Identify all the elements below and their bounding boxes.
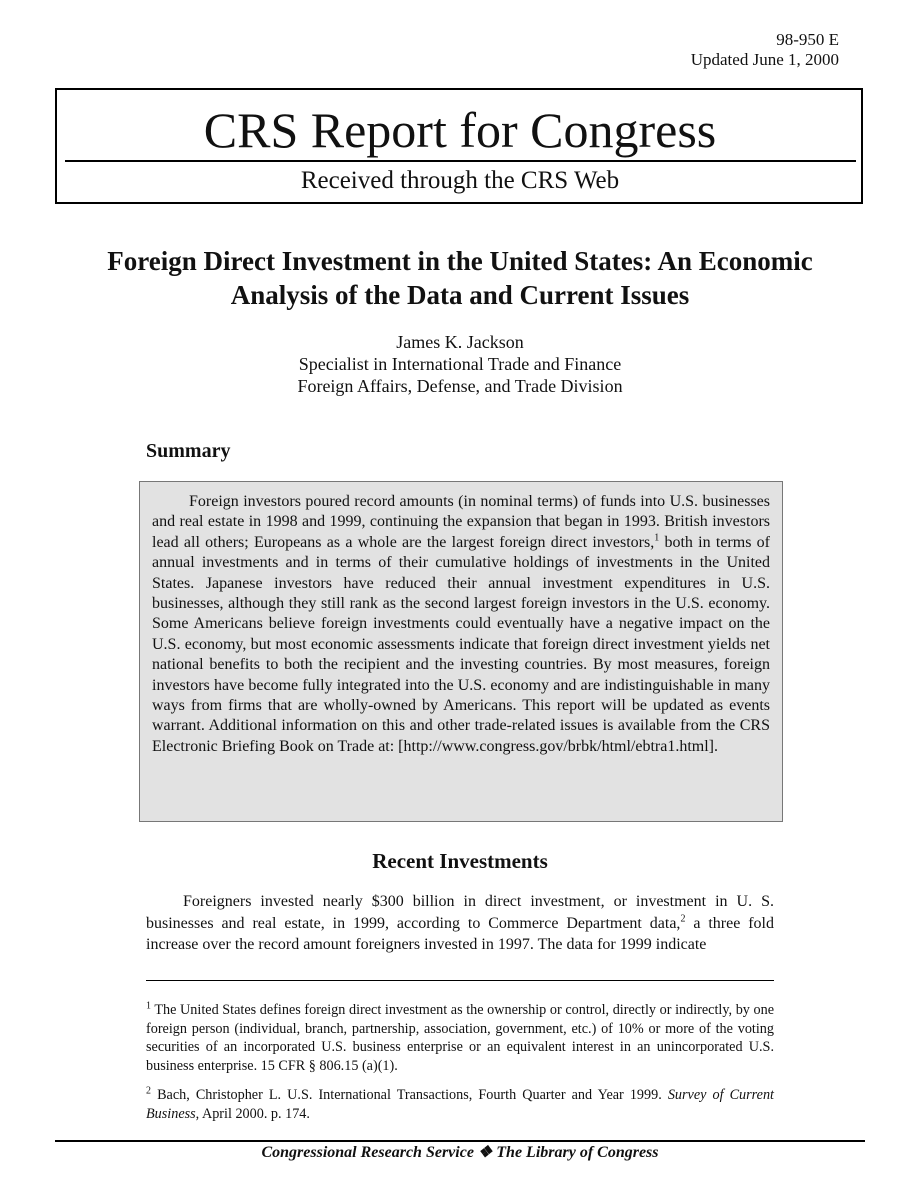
footnote-2-journal: Survey of Current Business bbox=[146, 1087, 774, 1122]
footer-divider bbox=[55, 1140, 865, 1142]
report-number: 98-950 E bbox=[776, 30, 839, 49]
summary-text-part2: both in terms of annual investments and in terms of their cumulative holdings of investments in the United States. Japanese investors have reduced their annual investment expenditures in U.S. businesses, although they still rank as the second largest foreign investors in the U.S. economy. Some Americans believe foreign investments could eventually have a negative impact on the U.S. economy, but most economic assessments indicate that foreign direct investment yields net national benefits to both the recipient and the investing countries. By most measures, foreign investors have become fully integrated into the U.S. economy and are indistinguishable in many ways from firms that are wholly-owned by Americans. This report will be updated as events warrant. Additional information on this and other trade-related issues is available from the CRS Electronic Briefing Book on Trade at: [http://www.congress.gov/brbk/html/ebtra1.html]. bbox=[152, 533, 771, 755]
footnote-divider bbox=[146, 980, 774, 981]
footnote-1 bbox=[146, 1001, 774, 1075]
author-title: Specialist in International Trade and Finance bbox=[298, 354, 622, 374]
updated-date: Updated June 1, 2000 bbox=[690, 50, 839, 69]
author-block bbox=[0, 331, 920, 397]
author-division: Foreign Affairs, Defense, and Trade Division bbox=[297, 376, 623, 396]
banner-title: CRS Report for Congress bbox=[203, 102, 717, 158]
page-footer: Congressional Research Service ❖ The Library of Congress bbox=[261, 1144, 659, 1161]
author-name: James K. Jackson bbox=[396, 332, 524, 352]
footnote-2-number: 2 bbox=[146, 1085, 151, 1097]
footnote-ref-2: 2 bbox=[680, 913, 686, 925]
section-paragraph bbox=[146, 891, 774, 956]
footnote-1-number: 1 bbox=[146, 1000, 151, 1012]
summary-heading: Summary bbox=[146, 440, 231, 462]
section-heading: Recent Investments bbox=[372, 849, 548, 873]
banner-subtitle: Received through the CRS Web bbox=[300, 167, 620, 194]
footnote-2 bbox=[146, 1086, 774, 1123]
footnote-2-text-part1: Bach, Christopher L. U.S. International Transactions, Fourth Quarter and Year 1999. bbox=[151, 1087, 668, 1103]
footnote-1-text: The United States defines foreign direct investment as the ownership or control, directly or indirectly, by one foreign person (individual, branch, partnership, association, government, etc.) of 10% or more of the voting securities of an incorporated U.S. business enterprise or an equivalent interest in an unincorporated U.S. business enterprise. 15 CFR § 806.15 (a)(1). bbox=[146, 1002, 774, 1074]
section-text-part2: a three fold increase over the record amount foreigners invested in 1997. The data for 1999 indicate bbox=[146, 914, 775, 954]
document-title: Foreign Direct Investment in the United States: An Economic Analysis of the Data and Current Issues bbox=[107, 246, 813, 310]
banner-divider bbox=[65, 160, 856, 162]
footnote-2-text-part2: , April 2000. p. 174. bbox=[195, 1105, 310, 1122]
footnote-ref-1: 1 bbox=[654, 532, 660, 544]
summary-box bbox=[139, 481, 783, 822]
summary-text bbox=[152, 492, 770, 757]
section-text-part1: Foreigners invested nearly $300 billion in direct investment, or investment in U. S. businesses and real estate, in 1999, according to Commerce Department data, bbox=[146, 893, 774, 932]
report-meta bbox=[691, 30, 839, 70]
summary-text-part1: Foreign investors poured record amounts (in nominal terms) of funds into U.S. businesses and real estate in 1998 and 1999, continuing the expansion that began in 1993. British investors lead all others; Europeans as a whole are the largest foreign direct investors, bbox=[152, 493, 770, 551]
